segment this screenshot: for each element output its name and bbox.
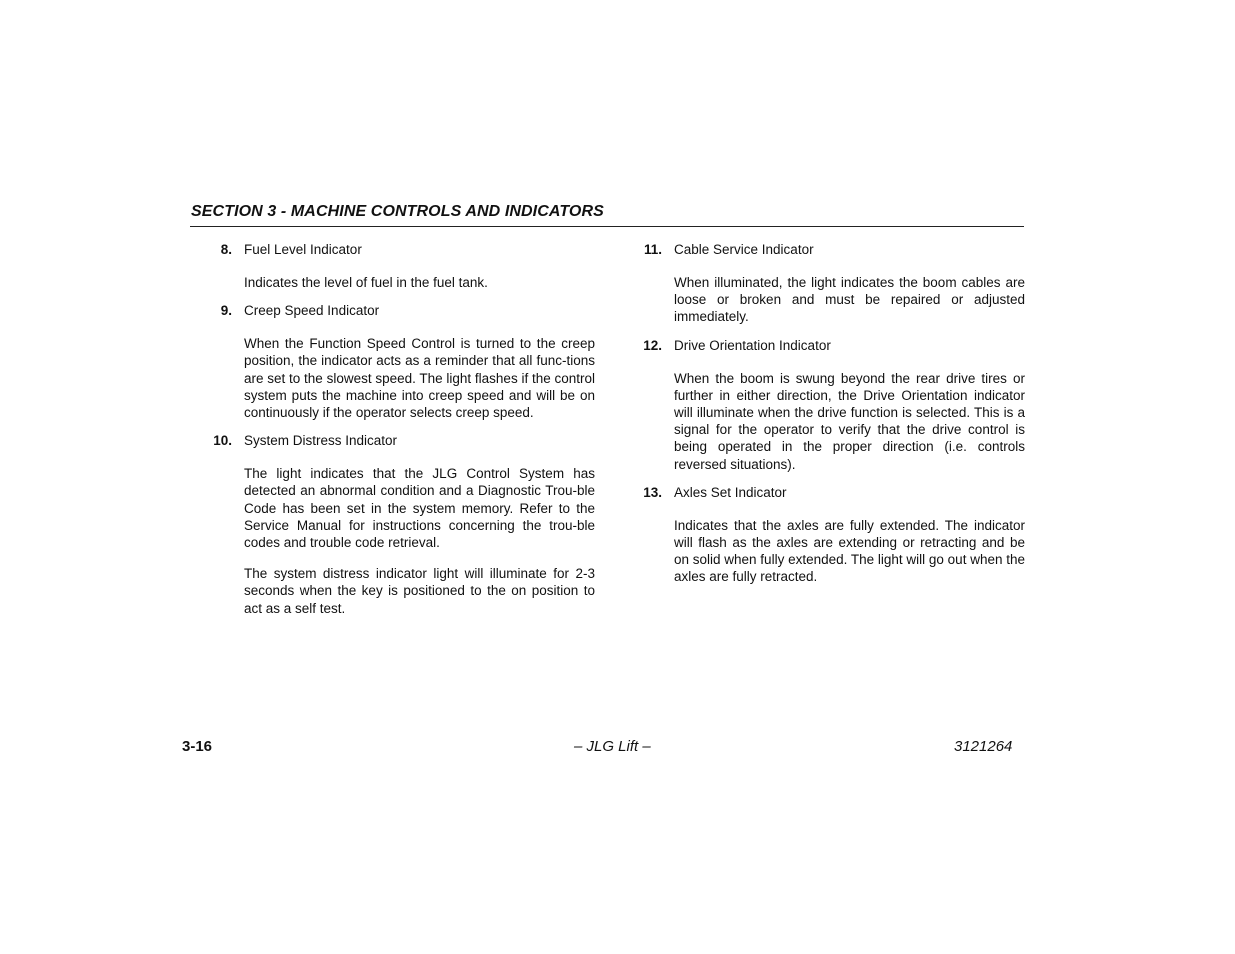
list-item-fuel-level-indicator: [205, 240, 595, 291]
item-description: Indicates the level of fuel in the fuel tank.: [244, 275, 488, 290]
item-description: When illuminated, the light indicates the boom cables are loose or broken and must be repaired or adjusted immediately.: [674, 275, 1025, 325]
item-number: 12.: [643, 337, 662, 353]
page-number: 3-16: [182, 738, 213, 755]
item-title: Drive Orientation Indicator: [674, 337, 831, 353]
item-number: 11.: [643, 242, 662, 257]
list-item-cable-service-indicator: [635, 240, 1025, 326]
item-title: Axles Set Indicator: [674, 484, 787, 500]
section-title: SECTION 3 - MACHINE CONTROLS AND INDICATORS: [191, 203, 604, 220]
item-description: The light indicates that the JLG Control System has detected an abnormal condition and a Diagnostic Trou-ble Code has been set in the system memory. Refer to the Service Manual for instructions concerning the trou-ble codes and trouble code retrieval.: [244, 466, 595, 551]
section-header: [190, 202, 1024, 227]
item-number: 13.: [643, 484, 662, 500]
item-title: Fuel Level Indicator: [244, 242, 362, 257]
item-description-secondary: The system distress indicator light will illuminate for 2-3 seconds when the key is positioned to the on position to act as a self test.: [244, 566, 595, 616]
item-description: When the Function Speed Control is turned to the creep position, the indicator acts as a reminder that all func-tions are set to the slowest speed. The light flashes if the control system puts the machine into creep speed and will be on continuously if the operator selects creep speed.: [244, 336, 595, 421]
footer-brand: – JLG Lift –: [574, 738, 651, 755]
item-number: 8.: [220, 242, 232, 257]
item-number: 9.: [220, 303, 232, 319]
list-item-drive-orientation-indicator: [635, 336, 1025, 473]
left-column: [205, 240, 595, 617]
item-title: System Distress Indicator: [244, 433, 398, 449]
item-number: 10.: [213, 433, 232, 449]
list-item-system-distress-indicator: [205, 431, 595, 617]
document-number: 3121264: [954, 738, 1013, 755]
right-column: [635, 240, 1025, 586]
list-item-creep-speed-indicator: [205, 301, 595, 421]
item-description: Indicates that the axles are fully extended. The indicator will flash as the axles are extending or retracting and be on solid when fully extended. The light will go out when the axles are fully retracted.: [674, 517, 1025, 585]
item-description: When the boom is swung beyond the rear drive tires or further in either direction, the Drive Orientation indicator will illuminate when the drive function is selected. This is a signal for the operator to verify that the drive control is being operated in the proper direction (i.e. controls reversed situations).: [674, 370, 1025, 472]
list-item-axles-set-indicator: [635, 483, 1025, 586]
item-title: Cable Service Indicator: [674, 242, 814, 257]
item-title: Creep Speed Indicator: [244, 303, 380, 319]
